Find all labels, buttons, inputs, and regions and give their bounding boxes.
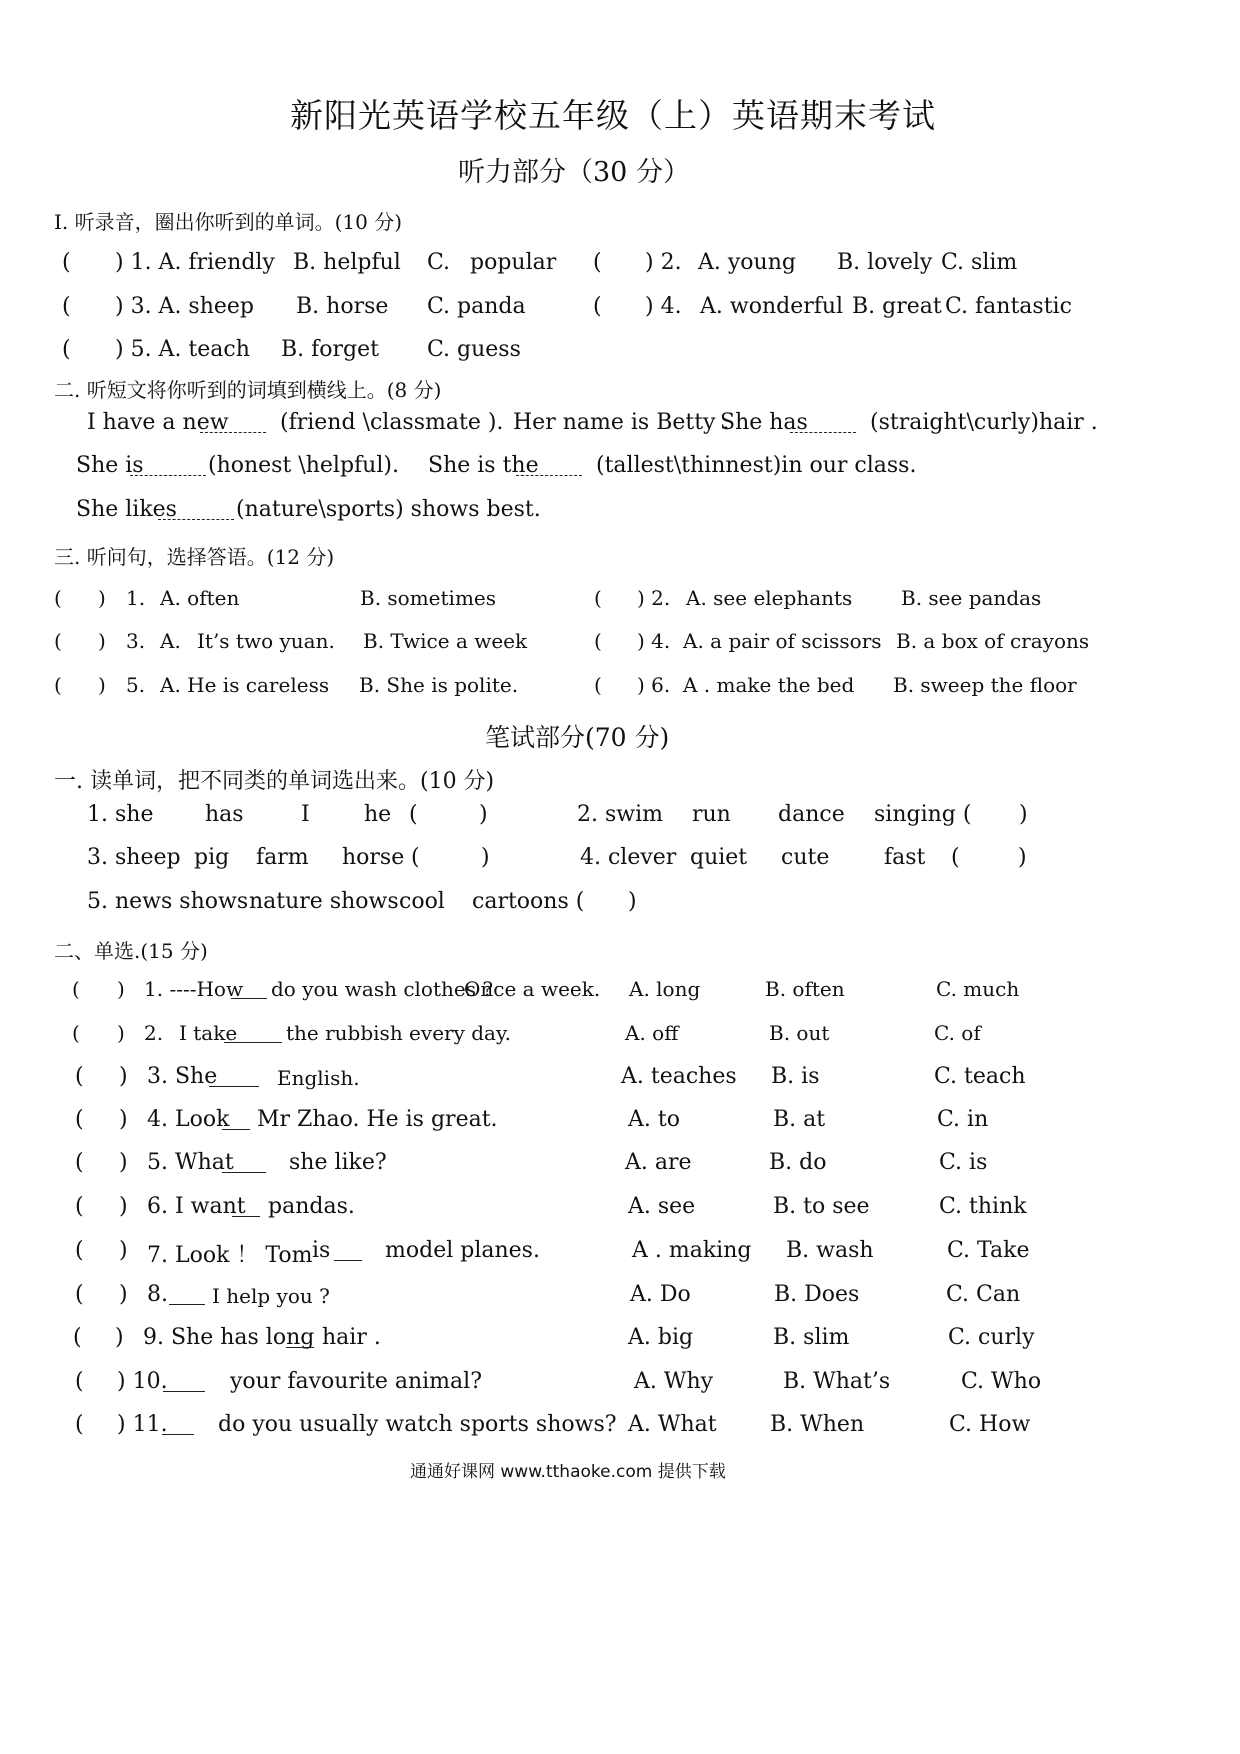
option-c: C. think [939,1194,1027,1219]
bracket-open: ( [62,337,71,362]
section-heading: 一. 读单词，把不同类的单词选出来。(10 分) [54,769,495,794]
option-a: A. are [625,1150,692,1175]
word: 4. clever [580,845,677,870]
word: run [692,802,731,827]
option-a: A. Do [630,1282,691,1307]
bracket-open: ( [54,629,62,653]
question: ) 5. A. teach [115,337,250,362]
bracket-open: ( [62,250,71,275]
option-b: B. often [765,977,845,1001]
bracket-close: ) [117,977,125,1001]
option-b: B. helpful [293,250,401,275]
bracket-open: ( [75,1194,84,1219]
bracket-open: ( [593,294,602,319]
section-heading: 二、单选.(15 分) [54,939,208,963]
option-c: C. in [937,1107,989,1132]
bracket-close: ) [119,1194,128,1219]
word: 1. she [87,802,154,827]
option-b: B. a box of crayons [896,629,1090,653]
option-c: C. How [949,1412,1031,1437]
question-text: Once a week. [464,977,601,1001]
word: has [205,802,244,827]
word: pig [194,845,230,870]
question-number: 8. [147,1282,168,1307]
option-b: B. out [769,1021,830,1045]
option-c: C. guess [427,337,521,362]
section-heading: 三. 听问句，选择答语。(12 分) [54,545,335,569]
answer-blank[interactable] [334,1240,362,1261]
option-a: A . making [632,1238,752,1263]
question-number: ) 11. [117,1412,168,1437]
option-b: B. When [770,1412,865,1437]
question-text: 4. Look [147,1107,230,1132]
word: 5. news shows [87,889,249,914]
question-text: Mr Zhao. He is great. [257,1107,498,1132]
sentence-text: (nature\sports) shows best. [236,497,541,522]
word: horse [342,845,405,870]
fill-blank[interactable] [516,455,582,476]
option-c: C. is [939,1150,988,1175]
option-b: B. to see [773,1194,870,1219]
question: ) [98,629,106,653]
bracket-open: ( [75,1412,84,1437]
word: cute [781,845,830,870]
question-text: she like? [289,1150,387,1175]
sentence-text: She is [76,453,144,478]
option-c: C. Who [961,1369,1042,1394]
word: 2. swim [577,802,664,827]
question-number: 1. [126,586,146,610]
section-heading: I. 听录音，圈出你听到的单词。(10 分) [54,210,403,234]
option-a: A. wonderful [700,294,844,319]
question-number: ) 10. [117,1369,168,1394]
question-number: 2. [144,1021,164,1045]
question-text: 6. I want [147,1194,246,1219]
bracket-close: ) [119,1238,128,1263]
question-text: 5. What [147,1150,234,1175]
option-a: A. What [628,1412,717,1437]
question-text: I help you ? [212,1284,330,1308]
bracket-open: ( [73,1325,82,1350]
question-text: 7. Look ！ Tom [147,1243,313,1268]
bracket-close: ) [119,1107,128,1132]
answer-bracket-close: ) [1019,802,1028,827]
question: ) 1. A. friendly [115,250,275,275]
footer-text: 通通好课网 www.tthaoke.com 提供下载 [410,1462,726,1482]
word: cool [399,889,445,914]
question-text: 9. She has long [143,1325,315,1350]
sentence-text: She likes [76,497,177,522]
answer-blank[interactable] [224,1022,282,1043]
option-b: B. see pandas [901,586,1042,610]
question-text: English. [277,1066,360,1090]
listening-heading: 听力部分（30 分） [458,157,690,188]
answer-blank[interactable] [163,1371,205,1392]
question-text: do you wash clothes ? [271,977,494,1001]
option-b: B. is [771,1064,820,1089]
option-b: B. wash [786,1238,874,1263]
bracket-open: ( [72,1021,80,1045]
option-b: B. slim [773,1325,850,1350]
option-c: C. slim [941,250,1018,275]
option-a: A . make the bed [683,673,855,697]
option-b: B. What’s [783,1369,891,1394]
sentence-text: She has [720,410,808,435]
option-a: A. big [628,1325,694,1350]
option-b: B. Twice a week [363,629,528,653]
bracket-open: ( [75,1064,84,1089]
word: he [364,802,392,827]
question: ) 4. [637,629,671,653]
option-a: A. a pair of scissors [683,629,882,653]
option-b: B. sometimes [360,586,497,610]
bracket-open: ( [75,1369,84,1394]
question: ) 3. A. sheep [115,294,255,319]
option-b: B. She is polite. [359,673,519,697]
question: ) 2. [637,586,671,610]
answer-bracket-close: ) [479,802,488,827]
option-a: A. He is careless [160,673,330,697]
word: nature shows [249,889,399,914]
answer-blank[interactable] [286,1327,314,1348]
option-c: C. Can [946,1282,1021,1307]
bracket-open: ( [75,1150,84,1175]
exam-title: 新阳光英语学校五年级（上）英语期末考试 [290,96,936,135]
word: cartoons ( [472,889,585,914]
question-text: 1. ----How [144,977,244,1001]
bracket-open: ( [54,586,62,610]
option-a: A. see [628,1194,696,1219]
bracket-close: ) [119,1064,128,1089]
fill-blank[interactable] [130,455,206,476]
word: I [301,802,310,827]
section-heading: 二. 听短文将你听到的词填到横线上。(8 分) [54,378,442,402]
option-a: A. Why [634,1369,714,1394]
option-c: C. much [936,977,1020,1001]
bracket-close: ) [119,1150,128,1175]
answer-bracket-close: ) [481,845,490,870]
option-c: C. panda [427,294,526,319]
option-a: A. teaches [621,1064,737,1089]
question-text: 3. She [147,1064,218,1089]
option-a: A. young [698,250,796,275]
question: ) [98,673,106,697]
answer-bracket-open: ( [409,802,418,827]
word: 3. sheep [87,845,181,870]
answer-blank[interactable] [222,1109,250,1130]
option-b: B. at [773,1107,826,1132]
question-text: I take [179,1021,238,1045]
answer-blank[interactable] [162,1414,194,1435]
question-number: 5. [126,673,146,697]
question-text: do you usually watch sports shows? [218,1412,617,1437]
word: dance [778,802,845,827]
bracket-close: ) [115,1325,124,1350]
bracket-open: ( [54,673,62,697]
word: quiet [690,845,748,870]
answer-blank[interactable] [232,1196,260,1217]
answer-bracket-close: ) [1018,845,1027,870]
bracket-open: ( [593,250,602,275]
bracket-open: ( [72,977,80,1001]
bracket-open: ( [62,294,71,319]
option-b: B. great [852,294,942,319]
sentence-text: (straight\curly)hair . [870,410,1098,435]
option-b: B. do [769,1150,827,1175]
sentence-text: (friend \classmate ). [280,410,504,435]
option-c: C. [427,250,451,275]
bracket-close: ) [119,1282,128,1307]
option-b: B. lovely [837,250,933,275]
sentence-text: Her name is Betty . [513,410,730,435]
question-text: hair . [322,1325,381,1350]
word: farm [256,845,309,870]
option-c: C. Take [947,1238,1030,1263]
fill-blank[interactable] [790,412,856,433]
option-a: A. to [628,1107,680,1132]
option-b: B. Does [774,1282,860,1307]
option-a: A. long [629,977,701,1001]
fill-blank[interactable] [200,412,266,433]
answer-blank[interactable] [222,1152,266,1173]
question-text: the rubbish every day. [286,1021,511,1045]
bracket-open: ( [75,1282,84,1307]
option-b: B. sweep the floor [893,673,1077,697]
question-text: your favourite animal? [230,1369,482,1394]
option-c: C. of [934,1021,981,1045]
answer-blank[interactable] [231,978,267,999]
word: singing ( [874,802,972,827]
option-a-text: It’s two yuan. [197,629,335,653]
option-b: B. horse [296,294,389,319]
question: ) 6. [637,673,671,697]
question-text: pandas. [268,1194,355,1219]
answer-blank[interactable] [209,1066,259,1087]
question: ) 4. [645,294,682,319]
answer-bracket-open: ( [951,845,960,870]
sentence-text: I have a new [87,410,229,435]
option-c: C. curly [948,1325,1035,1350]
bracket-open: ( [75,1238,84,1263]
bracket-open: ( [594,673,602,697]
bracket-open: ( [594,586,602,610]
question-text: model planes. [385,1238,540,1263]
option-a: A. often [160,586,240,610]
bracket-open: ( [75,1107,84,1132]
written-heading: 笔试部分(70 分) [485,723,670,752]
question: ) [98,586,106,610]
option-c: C. fantastic [945,294,1072,319]
sentence-text: (honest \helpful). [208,453,399,478]
option-b: B. forget [281,337,380,362]
word: fast [884,845,926,870]
answer-bracket-close: ) [628,889,637,914]
bracket-close: ) [117,1021,125,1045]
answer-bracket-open: ( [411,845,420,870]
option-c-text: popular [470,250,557,275]
option-c: C. teach [934,1064,1026,1089]
question: ) 2. [645,250,682,275]
sentence-text: (tallest\thinnest)in our class. [596,453,917,478]
option-a: A. off [625,1021,679,1045]
option-a: A. see elephants [686,586,853,610]
question-text: is [312,1238,331,1263]
bracket-open: ( [594,629,602,653]
sentence-text: She is the [428,453,539,478]
answer-blank[interactable] [169,1284,205,1305]
option-a: A. [160,629,181,653]
fill-blank[interactable] [158,499,234,520]
question-number: 3. [126,629,146,653]
